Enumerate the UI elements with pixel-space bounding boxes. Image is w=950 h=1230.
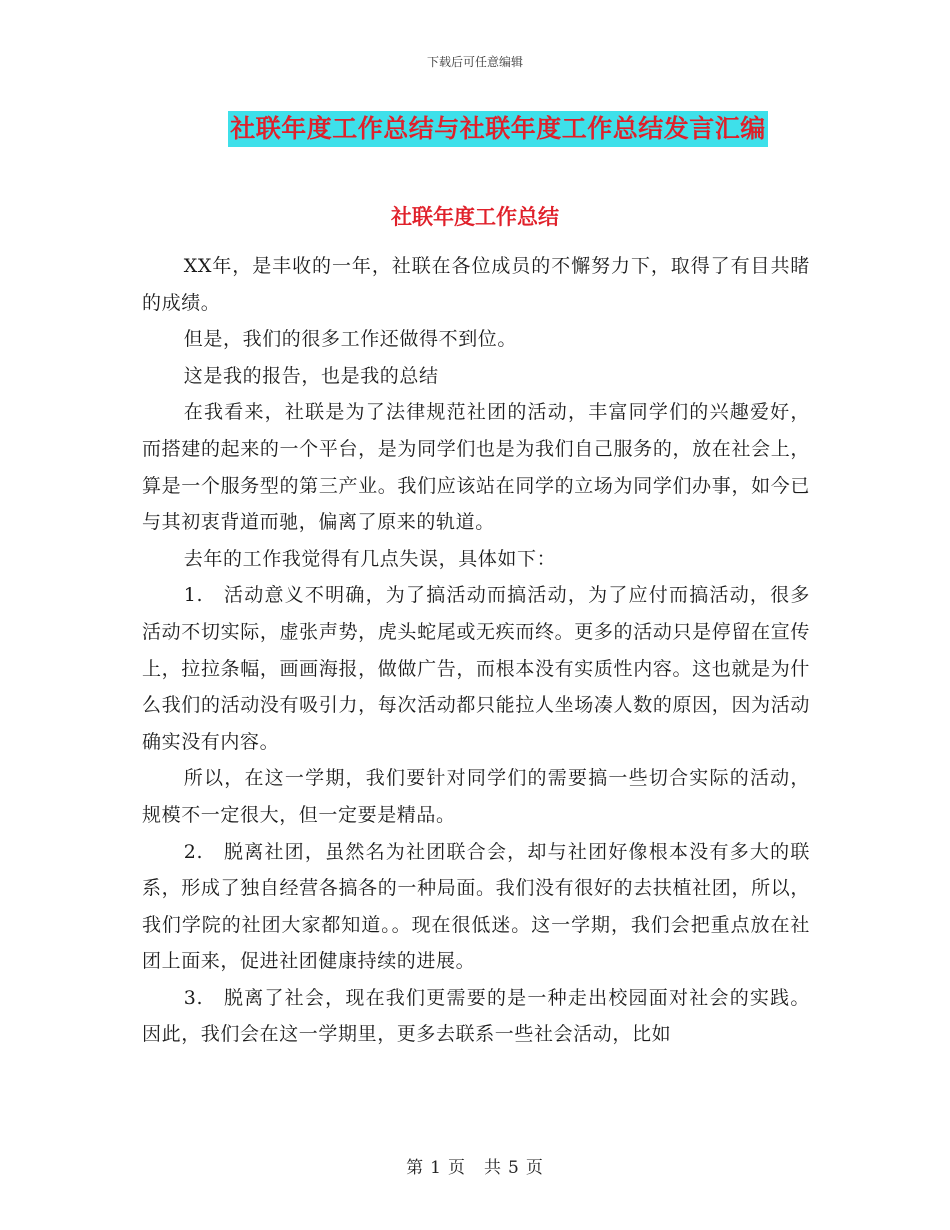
page-footer — [0, 1153, 950, 1178]
paragraph: 这是我的报告，也是我的总结 — [183, 364, 439, 387]
footer-middle: 页 共 — [448, 1158, 502, 1178]
document-title-container — [0, 111, 950, 147]
section-title: 社联年度工作总结 — [391, 205, 559, 229]
paragraph: 但是，我们的很多工作还做得不到位。 — [183, 328, 517, 351]
paragraph: 1. 活动意义不明确，为了搞活动而搞活动，为了应付而搞活动，很多活动不切实际，虚张声势，虎头蛇尾或无疾而终。更多的活动只是停留在宣传上，拉拉条幅，画画海报，做做广告，而根本没有实质性内容。这也就是为什么我们的活动没有吸引力，每次活动都只能拉人坐场凑人数的原因，因为活动确实没有内容。 — [142, 584, 810, 753]
paragraph: 3. 脱离了社会，现在我们更需要的是一种走出校园面对社会的实践。因此，我们会在这一学期里，更多去联系一些社会活动，比如 — [142, 986, 810, 1046]
document-title: 社联年度工作总结与社联年度工作总结发言汇编 — [228, 111, 768, 147]
document-body — [142, 248, 810, 1053]
total-page-count: 5 — [508, 1158, 520, 1178]
paragraph: 2. 脱离社团，虽然名为社团联合会，却与社团好像根本没有多大的联系，形成了独自经营各搞各的一种局面。我们没有很好的去扶植社团，所以，我们学院的社团大家都知道。。现在很低迷。这一学期，我们会把重点放在社团上面来，促进社团健康持续的进展。 — [142, 840, 810, 973]
page-header-note: 下载后可任意编辑 — [426, 55, 523, 69]
footer-suffix: 页 — [525, 1158, 544, 1178]
current-page-number: 1 — [430, 1158, 442, 1178]
footer-prefix: 第 — [406, 1158, 425, 1178]
paragraph: 在我看来，社联是为了法律规范社团的活动，丰富同学们的兴趣爱好，而搭建的起来的一个平台，是为同学们也是为我们自己服务的，放在社会上，算是一个服务型的第三产业。我们应该站在同学的立场为同学们办事，如今已与其初衷背道而驰，偏离了原来的轨道。 — [142, 401, 810, 534]
paragraph: 所以，在这一学期，我们要针对同学们的需要搞一些切合实际的活动，规模不一定很大，但一定要是精品。 — [142, 767, 810, 826]
paragraph: XX年，是丰收的一年，社联在各位成员的不懈努力下，取得了有目共睹的成绩。 — [142, 255, 810, 314]
paragraph: 去年的工作我觉得有几点失误，具体如下： — [183, 547, 557, 570]
